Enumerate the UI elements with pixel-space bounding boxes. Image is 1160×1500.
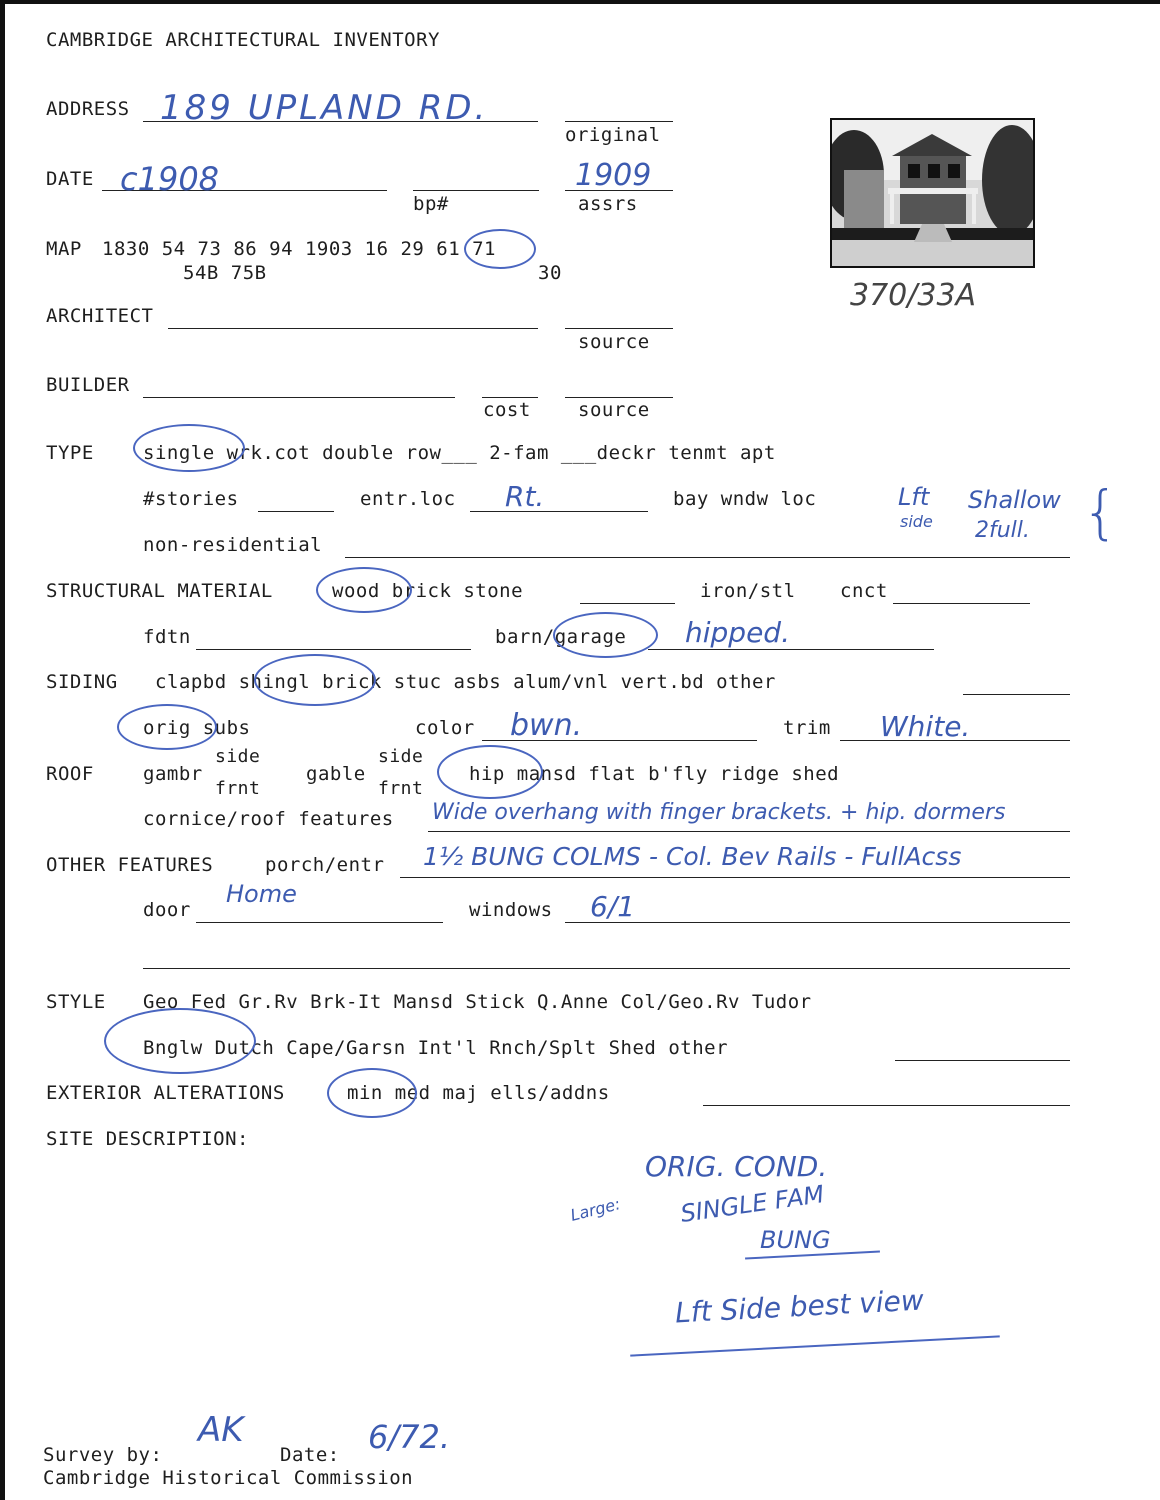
windows-value: 6/1	[590, 890, 636, 923]
type-label: TYPE	[46, 442, 94, 464]
exterior-line	[703, 1105, 1070, 1106]
color-value: bwn.	[510, 708, 583, 743]
porch-line	[400, 877, 1070, 878]
porch-value: 1½ BUNG COLMS - Col. Bev Rails - FullAcss	[423, 842, 962, 871]
hip-circle	[437, 745, 543, 799]
garage-circle	[553, 612, 658, 658]
style-other-line	[895, 1060, 1070, 1061]
style-row1: Geo Fed Gr.Rv Brk-It Mansd Stick Q.Anne Col/Geo.Rv Tudor	[143, 991, 812, 1013]
cornice-line	[428, 831, 1070, 832]
cost-line	[482, 397, 538, 398]
orig-subs-label: orig subs	[143, 717, 251, 739]
surveyor-value: AK	[198, 1410, 244, 1450]
site-label: SITE DESCRIPTION:	[46, 1128, 249, 1150]
roof-label: ROOF	[46, 763, 94, 785]
cornice-label: cornice/roof features	[143, 808, 394, 830]
cost-label: cost	[483, 399, 531, 421]
stone-line	[580, 603, 675, 604]
iron-label: iron/stl	[700, 580, 796, 602]
assrs-label: assrs	[578, 193, 638, 215]
windows-label: windows	[469, 899, 553, 921]
fdtn-label: fdtn	[143, 626, 191, 648]
map-years-row1: 1830 54 73 86 94 1903 16 29 61 71	[102, 238, 496, 260]
date-value: c1908	[120, 160, 220, 198]
address-label: ADDRESS	[46, 98, 130, 120]
stories-line	[258, 511, 334, 512]
siding-options: clapbd shingl brick stuc asbs alum/vnl vert.bd other	[155, 671, 776, 693]
roof-frnt1: frnt	[215, 778, 261, 799]
bnglw-circle	[104, 1008, 256, 1074]
barn-garage-label: barn/garage	[495, 626, 627, 648]
bay-shallow-value: Shallow	[968, 486, 1061, 514]
roof-side1: side	[215, 746, 261, 767]
original-line	[565, 121, 673, 122]
wood-circle	[316, 567, 412, 613]
original-label: original	[565, 124, 661, 146]
blank-line	[143, 968, 1070, 969]
entr-loc-value: Rt.	[505, 480, 545, 513]
windows-line	[565, 922, 1070, 923]
architect-source-label: source	[578, 331, 650, 353]
site-large: Large:	[568, 1194, 623, 1225]
fdtn-line	[196, 649, 471, 650]
bracket-mark: {	[1082, 478, 1119, 546]
exterior-label: EXTERIOR ALTERATIONS	[46, 1082, 285, 1104]
non-residential-label: non-residential	[143, 534, 323, 556]
style-label: STYLE	[46, 991, 106, 1013]
roof-side2: side	[378, 746, 424, 767]
cnct-line	[893, 603, 1030, 604]
builder-source-label: source	[578, 399, 650, 421]
site-line1: ORIG. COND.	[645, 1150, 828, 1183]
builder-source-line	[565, 397, 673, 398]
entr-loc-line	[470, 511, 648, 512]
survey-date-value: 6/72.	[368, 1418, 451, 1456]
cornice-value: Wide overhang with finger brackets. + hip. dormers	[432, 800, 1006, 825]
bay-full-value: 2full.	[975, 518, 1030, 543]
form-title: CAMBRIDGE ARCHITECTURAL INVENTORY	[46, 29, 440, 51]
door-label: door	[143, 899, 191, 921]
original-year: 1909	[575, 158, 652, 193]
bay-side-value: side	[900, 512, 933, 531]
roof-gable: gable	[306, 763, 366, 785]
structural-label: STRUCTURAL MATERIAL	[46, 580, 273, 602]
exterior-options: min med maj ells/addns	[347, 1082, 610, 1104]
roof-frnt2: frnt	[378, 778, 424, 799]
bay-wndw-loc-label: bay wndw loc	[673, 488, 817, 510]
commission-label: Cambridge Historical Commission	[43, 1467, 414, 1489]
date-label: DATE	[46, 168, 94, 190]
trim-value: White.	[880, 710, 971, 743]
bay-loc-value: Lft	[898, 483, 930, 511]
map-year-30: 30	[538, 262, 562, 284]
door-line	[196, 922, 443, 923]
stories-label: #stories	[143, 488, 239, 510]
entr-loc-label: entr.loc	[360, 488, 456, 510]
photo-id: 370/33A	[850, 278, 977, 313]
map-16-circle	[464, 229, 536, 269]
builder-label: BUILDER	[46, 374, 130, 396]
trim-label: trim	[783, 717, 831, 739]
siding-label: SIDING	[46, 671, 118, 693]
site-line4: Lft Side best view	[674, 1283, 925, 1330]
garage-value: hipped.	[685, 616, 790, 649]
roof-options: hip mansd flat b'fly ridge shed	[469, 763, 840, 785]
single-circle	[133, 424, 245, 472]
structural-options: wood brick stone	[332, 580, 524, 602]
site-line3: BUNG	[760, 1226, 831, 1254]
map-years-row2: 54B 75B	[183, 262, 267, 284]
survey-by-label: Survey by:	[43, 1444, 163, 1466]
min-circle	[327, 1068, 417, 1118]
survey-date-label: Date:	[280, 1444, 340, 1466]
type-options: single wrk.cot double row___ 2-fam ___deckr tenmt apt	[143, 442, 776, 464]
architect-label: ARCHITECT	[46, 305, 154, 327]
shingl-circle	[254, 654, 376, 706]
building-photo	[830, 118, 1035, 268]
address-value: 189 UPLAND RD.	[160, 88, 489, 128]
color-label: color	[415, 717, 475, 739]
builder-line	[143, 397, 455, 398]
bp-line	[413, 190, 539, 191]
other-features-label: OTHER FEATURES	[46, 854, 214, 876]
style-row2: Bnglw Dutch Cape/Garsn Int'l Rnch/Splt Shed other	[143, 1037, 729, 1059]
architect-source-line	[565, 328, 673, 329]
orig-circle	[117, 704, 217, 750]
siding-other-line	[963, 694, 1070, 695]
bp-label: bp#	[413, 193, 449, 215]
door-value: Home	[226, 880, 297, 908]
site-line2: SINGLE FAM	[678, 1180, 826, 1228]
garage-line	[648, 649, 934, 650]
porch-entr-label: porch/entr	[265, 854, 385, 876]
roof-gambr: gambr	[143, 763, 203, 785]
architect-line	[168, 328, 538, 329]
non-residential-line	[345, 557, 1070, 558]
cnct-label: cnct	[840, 580, 888, 602]
map-label: MAP	[46, 238, 82, 260]
